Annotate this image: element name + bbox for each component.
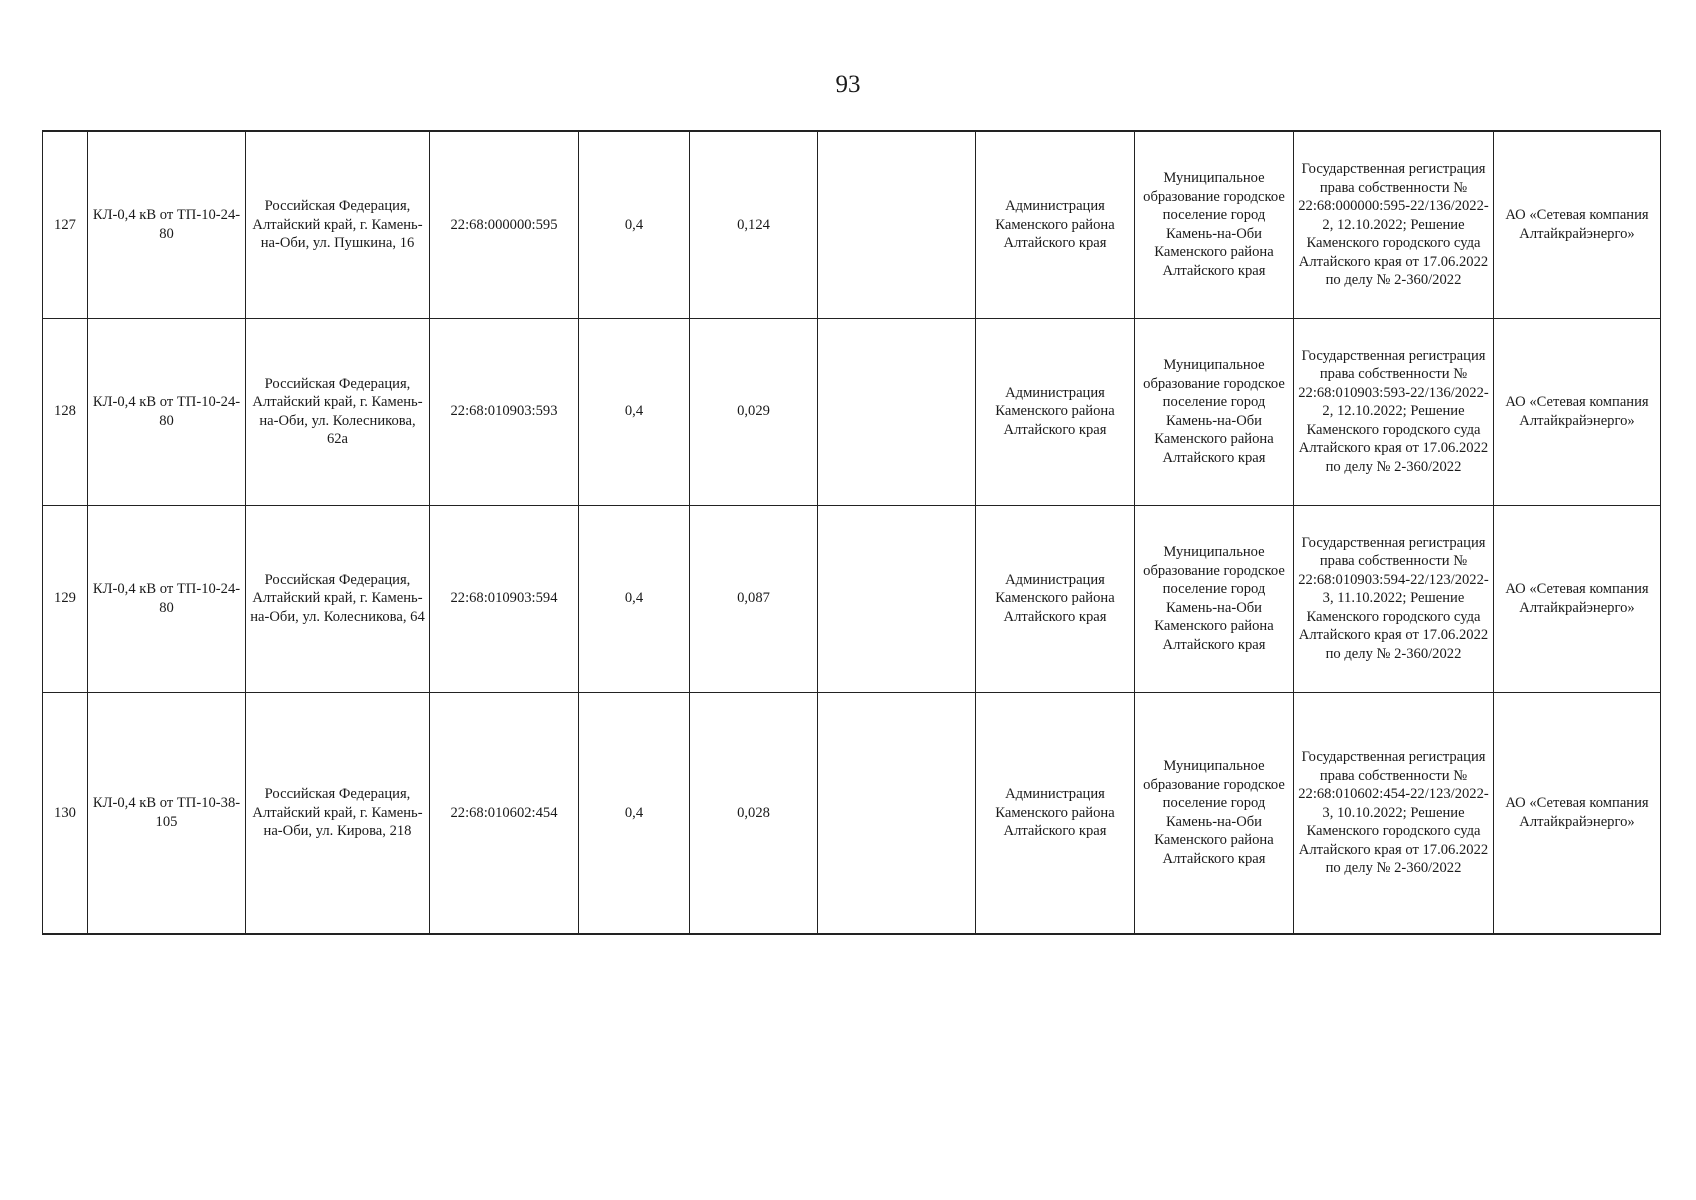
page-number: 93: [835, 71, 861, 98]
row-number: 129: [43, 505, 88, 692]
operator: АО «Сетевая компания Алтайкрайэнерго»: [1494, 692, 1661, 934]
table-row: [43, 505, 1661, 692]
empty-cell: [818, 318, 976, 505]
owner: Муниципальное образование городское поселение город Камень-на-Оби Каменского района Алтайского края: [1135, 318, 1294, 505]
cadastral-number: 22:68:010903:593: [430, 318, 579, 505]
empty-cell: [818, 131, 976, 318]
object-address: Российская Федерация, Алтайский край, г. Камень-на-Оби, ул. Колесникова, 62а: [246, 318, 430, 505]
voltage: 0,4: [579, 505, 690, 692]
voltage: 0,4: [579, 131, 690, 318]
line-length: 0,029: [690, 318, 818, 505]
object-name: КЛ-0,4 кВ от ТП-10-38-105: [88, 692, 246, 934]
empty-cell: [818, 505, 976, 692]
cadastral-number: 22:68:000000:595: [430, 131, 579, 318]
owner: Муниципальное образование городское поселение город Камень-на-Оби Каменского района Алтайского края: [1135, 505, 1294, 692]
ownership-basis: Государственная регистрация права собственности № 22:68:010903:594-22/123/2022-3, 11.10.2022; Решение Каменского городского суда Алтайского края от 17.06.2022 по делу № 2-360/2022: [1294, 505, 1494, 692]
row-number: 127: [43, 131, 88, 318]
object-address: Российская Федерация, Алтайский край, г. Камень-на-Оби, ул. Колесникова, 64: [246, 505, 430, 692]
object-name: КЛ-0,4 кВ от ТП-10-24-80: [88, 318, 246, 505]
empty-cell: [818, 692, 976, 934]
object-address: Российская Федерация, Алтайский край, г. Камень-на-Оби, ул. Кирова, 218: [246, 692, 430, 934]
holder: Администрация Каменского района Алтайского края: [976, 318, 1135, 505]
operator: АО «Сетевая компания Алтайкрайэнерго»: [1494, 131, 1661, 318]
table-row: [43, 692, 1661, 934]
property-registry-table: [42, 130, 1661, 935]
row-number: 130: [43, 692, 88, 934]
cadastral-number: 22:68:010602:454: [430, 692, 579, 934]
row-number: 128: [43, 318, 88, 505]
line-length: 0,028: [690, 692, 818, 934]
line-length: 0,087: [690, 505, 818, 692]
ownership-basis: Государственная регистрация права собственности № 22:68:010602:454-22/123/2022-3, 10.10.2022; Решение Каменского городского суда Алтайского края от 17.06.2022 по делу № 2-360/2022: [1294, 692, 1494, 934]
cadastral-number: 22:68:010903:594: [430, 505, 579, 692]
object-name: КЛ-0,4 кВ от ТП-10-24-80: [88, 505, 246, 692]
owner: Муниципальное образование городское поселение город Камень-на-Оби Каменского района Алтайского края: [1135, 131, 1294, 318]
owner: Муниципальное образование городское поселение город Камень-на-Оби Каменского района Алтайского края: [1135, 692, 1294, 934]
holder: Администрация Каменского района Алтайского края: [976, 505, 1135, 692]
line-length: 0,124: [690, 131, 818, 318]
object-name: КЛ-0,4 кВ от ТП-10-24-80: [88, 131, 246, 318]
object-address: Российская Федерация, Алтайский край, г. Камень-на-Оби, ул. Пушкина, 16: [246, 131, 430, 318]
table-row: [43, 318, 1661, 505]
ownership-basis: Государственная регистрация права собственности № 22:68:010903:593-22/136/2022-2, 12.10.2022; Решение Каменского городского суда Алтайского края от 17.06.2022 по делу № 2-360/2022: [1294, 318, 1494, 505]
holder: Администрация Каменского района Алтайского края: [976, 131, 1135, 318]
ownership-basis: Государственная регистрация права собственности № 22:68:000000:595-22/136/2022-2, 12.10.2022; Решение Каменского городского суда Алтайского края от 17.06.2022 по делу № 2-360/2022: [1294, 131, 1494, 318]
operator: АО «Сетевая компания Алтайкрайэнерго»: [1494, 318, 1661, 505]
table-row: [43, 131, 1661, 318]
operator: АО «Сетевая компания Алтайкрайэнерго»: [1494, 505, 1661, 692]
voltage: 0,4: [579, 318, 690, 505]
voltage: 0,4: [579, 692, 690, 934]
holder: Администрация Каменского района Алтайского края: [976, 692, 1135, 934]
